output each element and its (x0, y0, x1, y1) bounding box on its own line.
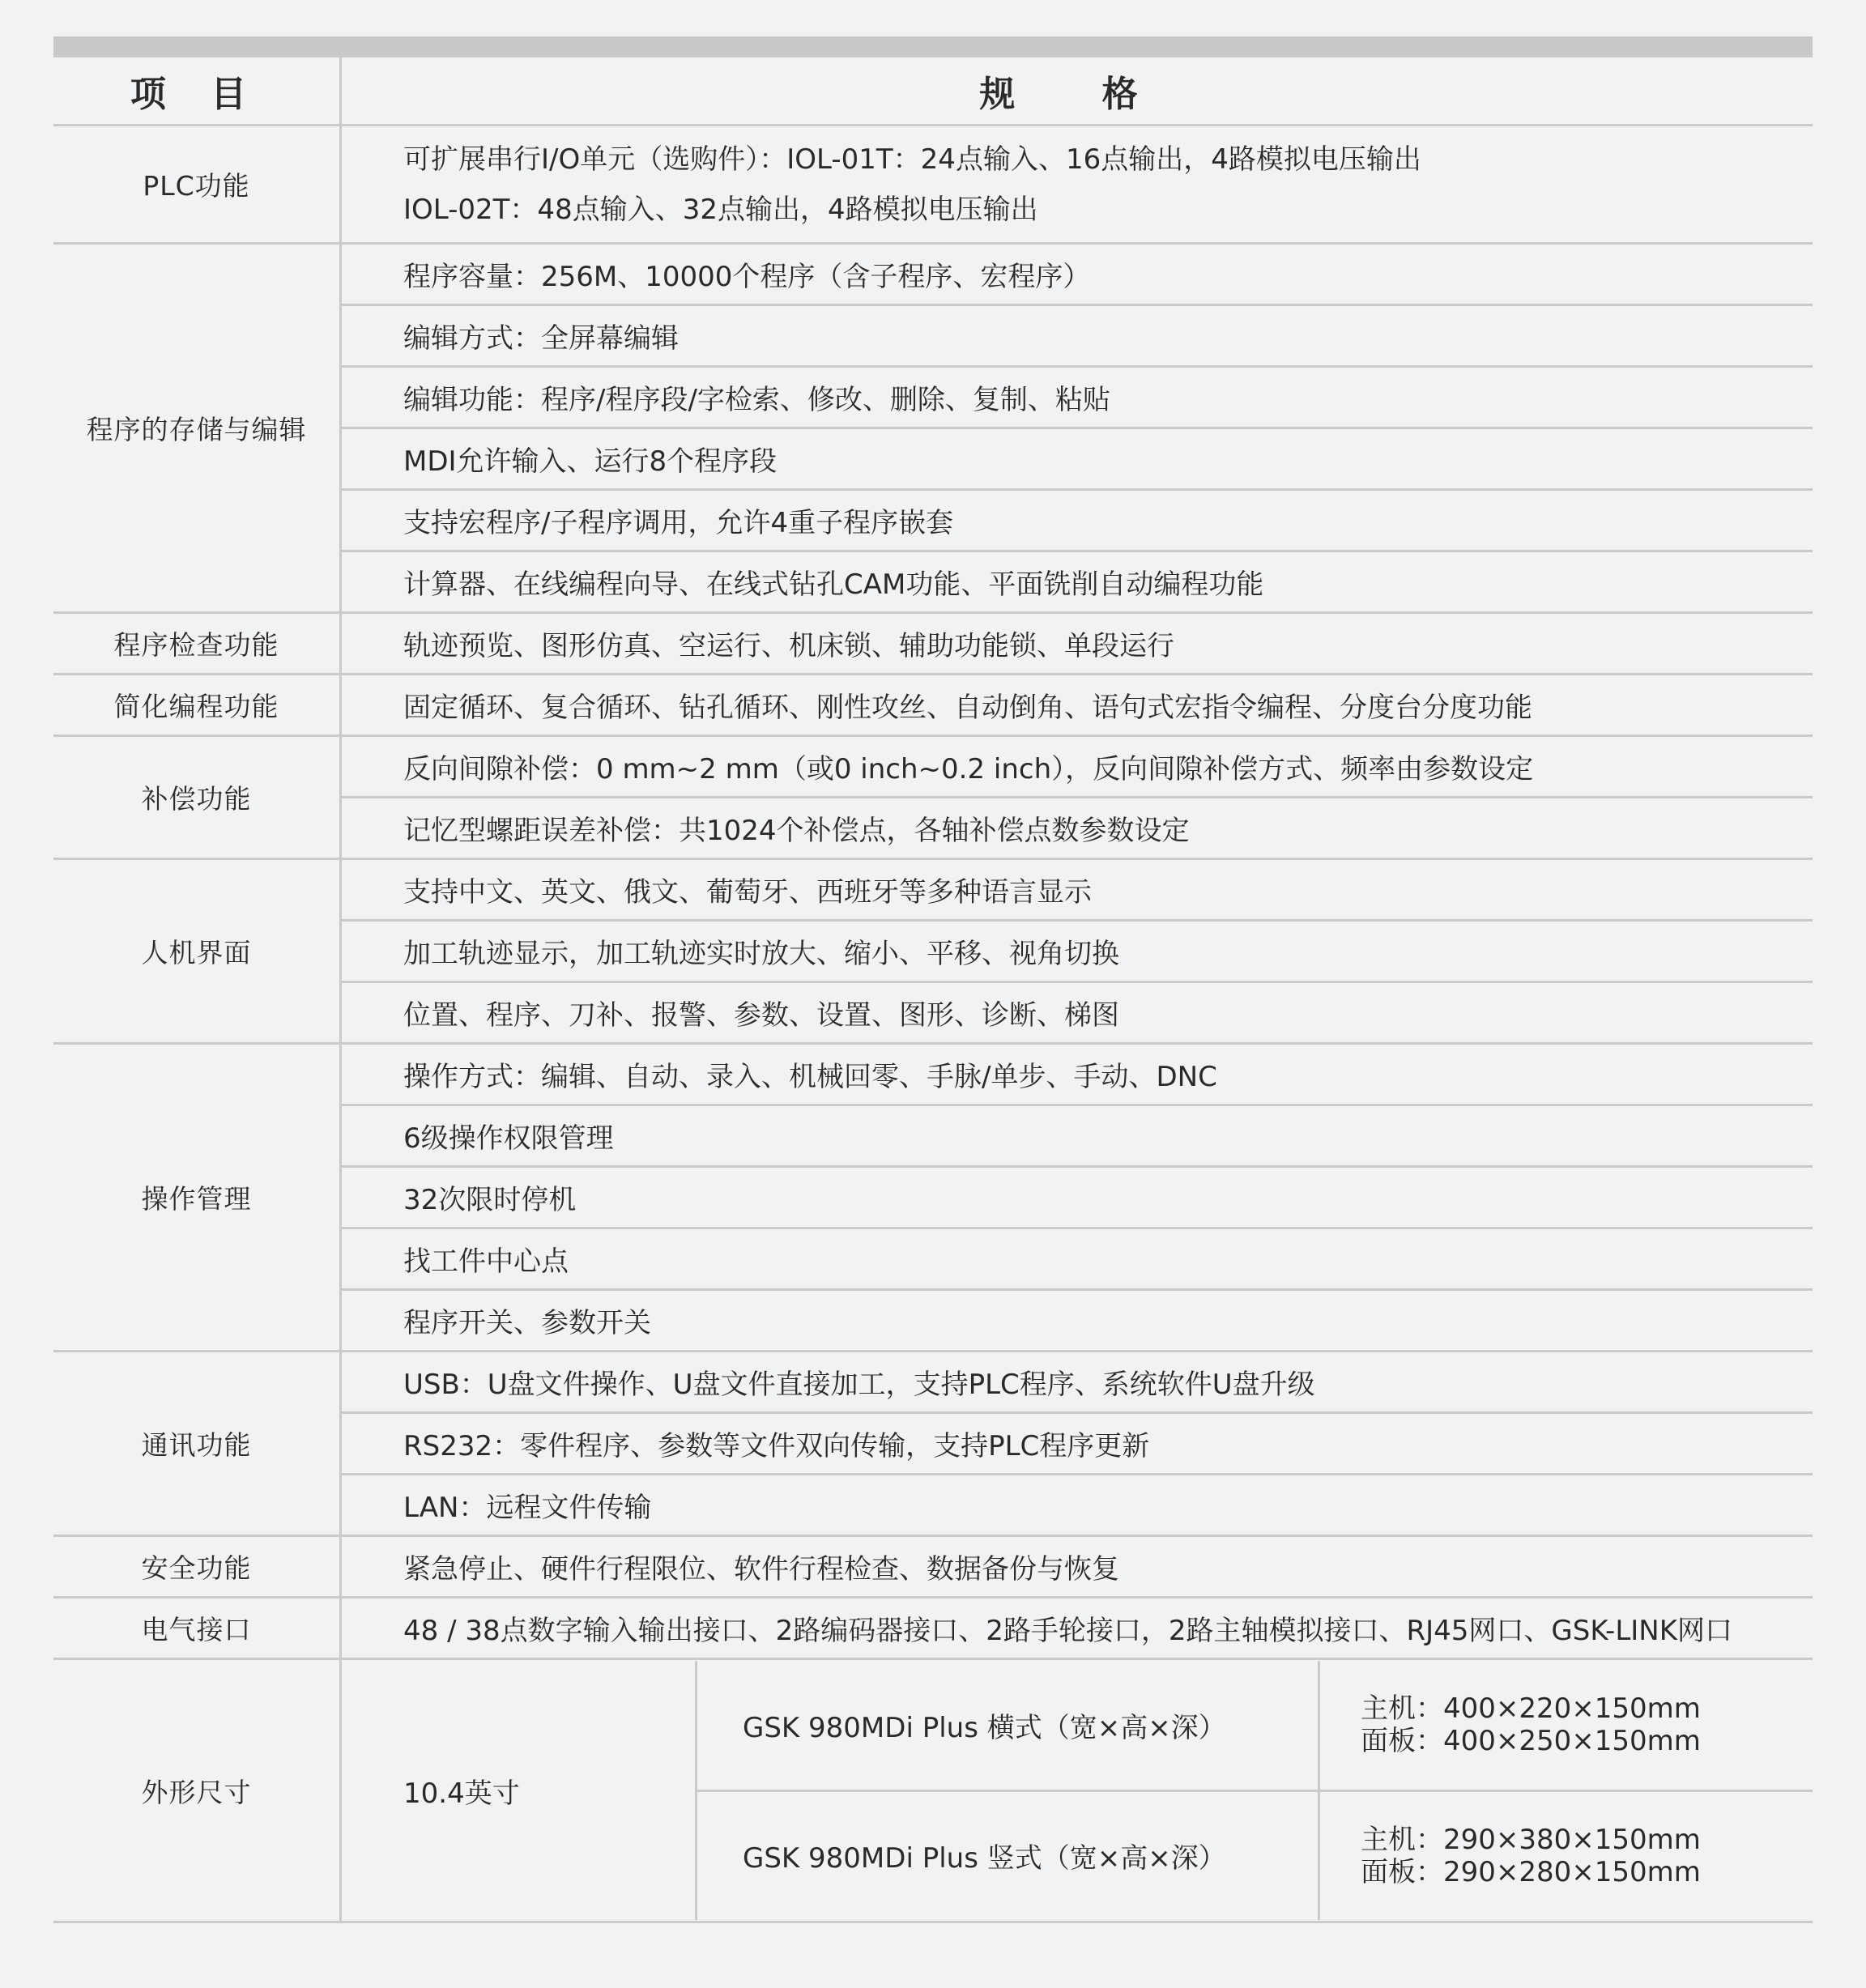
spec-cell: USB：U盘文件操作、U盘文件直接加工，支持PLC程序、系统软件U盘升级 (403, 1369, 1315, 1401)
host-dimensions: 主机：400×220×150mm (1361, 1692, 1701, 1726)
panel-dimensions: 面板：290×280×150mm (1361, 1855, 1701, 1888)
spec-cell: 32次限时停机 (403, 1184, 577, 1216)
category-cell: 人机界面 (53, 859, 341, 1044)
model-name: GSK 980MDi Plus 横式（宽×高×深） (697, 1661, 1319, 1790)
category-cell: 通讯功能 (53, 1352, 341, 1536)
table-row (53, 1044, 1813, 1105)
category-cell: PLC功能 (53, 126, 341, 244)
table-row (53, 859, 1813, 921)
spec-cell: 程序开关、参数开关 (403, 1307, 651, 1339)
spec-cell: 支持宏程序/子程序调用，允许4重子程序嵌套 (403, 507, 954, 539)
spec-cell: LAN：远程文件传输 (403, 1492, 652, 1524)
spec-cell: 编辑方式：全屏幕编辑 (403, 322, 679, 355)
screen-size: 10.4英寸 (342, 1661, 697, 1920)
spec-cell: 轨迹预览、图形仿真、空运行、机床锁、辅助功能锁、单段运行 (403, 630, 1174, 662)
spec-cell: 紧急停止、硬件行程限位、软件行程检查、数据备份与恢复 (403, 1553, 1119, 1586)
table-row (53, 126, 1813, 244)
header-spec: 规 格 (979, 74, 1175, 115)
spec-cell: 加工轨迹显示，加工轨迹实时放大、缩小、平移、视角切换 (403, 938, 1119, 970)
category-cell: 程序检查功能 (53, 613, 341, 675)
category-cell: 安全功能 (53, 1536, 341, 1598)
model-name: GSK 980MDi Plus 竖式（宽×高×深） (697, 1790, 1319, 1920)
category-cell: 外形尺寸 (53, 1659, 341, 1922)
dimensions-cell (341, 1659, 1813, 1922)
table-row (53, 613, 1813, 675)
spec-line: 可扩展串行I/O单元（选购件）：IOL-01T：24点输入、16点输出，4路模拟电压输出 (403, 143, 1421, 176)
panel-dimensions: 面板：400×250×150mm (1361, 1725, 1701, 1758)
spec-table (53, 57, 1813, 1923)
model-dimensions (1319, 1790, 1813, 1920)
category-cell: 操作管理 (53, 1044, 341, 1352)
spec-cell: 找工件中心点 (403, 1245, 569, 1278)
dimensions-table (342, 1661, 1813, 1920)
spec-cell: 48 / 38点数字输入输出接口、2路编码器接口、2路手轮接口，2路主轴模拟接口、RJ45网口、GSK-LINK网口 (403, 1615, 1733, 1647)
spec-cell: 操作方式：编辑、自动、录入、机械回零、手脉/单步、手动、DNC (403, 1061, 1217, 1093)
table-row (53, 1536, 1813, 1598)
host-dimensions: 主机：290×380×150mm (1361, 1823, 1701, 1856)
spec-cell: MDI允许输入、运行8个程序段 (403, 445, 778, 478)
table-row (53, 675, 1813, 736)
category-cell: 简化编程功能 (53, 675, 341, 736)
spec-cell: 程序容量：256M、10000个程序（含子程序、宏程序） (403, 261, 1091, 293)
top-bar (53, 36, 1813, 57)
spec-cell: 6级操作权限管理 (403, 1122, 614, 1155)
table-row (53, 736, 1813, 798)
spec-cell: RS232：零件程序、参数等文件双向传输，支持PLC程序更新 (403, 1430, 1150, 1462)
table-row (53, 244, 1813, 305)
model-row (342, 1661, 1813, 1790)
spec-cell: 计算器、在线编程向导、在线式钻孔CAM功能、平面铣削自动编程功能 (403, 568, 1264, 601)
table-row (53, 1598, 1813, 1659)
category-cell: 程序的存储与编辑 (53, 244, 341, 613)
dimensions-row (53, 1659, 1813, 1922)
spec-line: IOL-02T：48点输入、32点输出，4路模拟电压输出 (403, 193, 1038, 226)
spec-cell: 记忆型螺距误差补偿：共1024个补偿点，各轴补偿点数参数设定 (403, 815, 1190, 847)
header-item: 项 目 (53, 57, 341, 126)
spec-cell: 反向间隙补偿：0 mm~2 mm（或0 inch~0.2 inch），反向间隙补偿方式、频率由参数设定 (403, 753, 1534, 785)
table-row (53, 1352, 1813, 1413)
spec-cell (341, 126, 1813, 244)
category-cell: 补偿功能 (53, 736, 341, 859)
spec-cell: 编辑功能：程序/程序段/字检索、修改、删除、复制、粘贴 (403, 384, 1110, 416)
spec-cell: 固定循环、复合循环、钻孔循环、刚性攻丝、自动倒角、语句式宏指令编程、分度台分度功能 (403, 692, 1532, 724)
model-dimensions (1319, 1661, 1813, 1790)
table-header (53, 57, 1813, 126)
spec-cell: 支持中文、英文、俄文、葡萄牙、西班牙等多种语言显示 (403, 876, 1092, 909)
spec-cell: 位置、程序、刀补、报警、参数、设置、图形、诊断、梯图 (403, 999, 1119, 1032)
category-cell: 电气接口 (53, 1598, 341, 1659)
